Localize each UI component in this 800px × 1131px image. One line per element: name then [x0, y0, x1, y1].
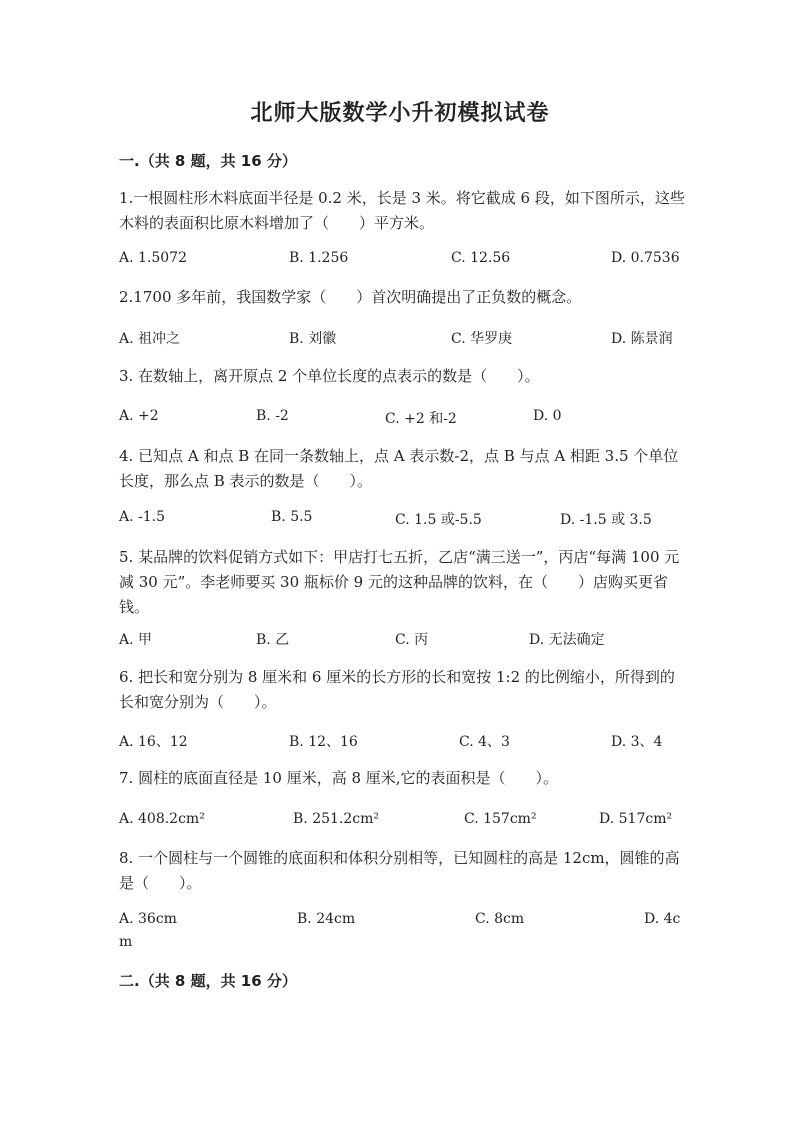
options-q8	[119, 911, 685, 933]
option-d[interactable]: D. -1.5 或 3.5	[560, 512, 652, 528]
option-c[interactable]: C. 12.56	[451, 250, 511, 266]
option-a[interactable]: A. 甲	[119, 632, 153, 648]
option-c[interactable]: C. +2 和-2	[385, 411, 457, 427]
option-b[interactable]: B. 12、16	[289, 734, 358, 750]
option-a[interactable]: A. 408.2cm²	[119, 811, 205, 827]
option-d[interactable]: D. 陈景润	[611, 331, 673, 347]
section-heading-2: 二.（共 8 题，共 16 分）	[119, 972, 297, 990]
question-1: 1.一根圆柱形木料底面半径是 0.2 米，长是 3 米。将它截成 6 段，如下图所示，这些木料的表面积比原木料增加了（ ）平方米。	[119, 189, 685, 232]
option-c[interactable]: C. 华罗庚	[451, 331, 513, 347]
question-3: 3. 在数轴上，离开原点 2 个单位长度的点表示的数是（ ）。	[119, 367, 540, 385]
option-c[interactable]: C. 8cm	[475, 911, 525, 927]
question-4: 4. 已知点 A 和点 B 在同一条数轴上，点 A 表示数-2，点 B 与点 A 相距 3.5 个单位长度，那么点 B 表示的数是（ ）。	[119, 447, 679, 490]
question-7: 7. 圆柱的底面直径是 10 厘米，高 8 厘米,它的表面积是（ ）。	[119, 769, 559, 787]
option-a[interactable]: A. 1.5072	[119, 250, 187, 266]
options-q6	[119, 731, 685, 753]
options-q4	[119, 509, 685, 531]
option-a[interactable]: A. -1.5	[119, 509, 166, 525]
option-d[interactable]: D. 无法确定	[529, 632, 605, 648]
option-c[interactable]: C. 4、3	[459, 734, 510, 750]
options-q2	[119, 328, 685, 350]
page-title: 北师大版数学小升初模拟试卷	[250, 101, 550, 126]
option-b[interactable]: B. 刘徽	[289, 331, 337, 347]
option-d[interactable]: D. 0.7536	[611, 250, 680, 266]
question-8: 8. 一个圆柱与一个圆锥的底面积和体积分别相等，已知圆柱的高是 12cm，圆锥的高是（ ）。	[119, 849, 680, 892]
option-b[interactable]: B. 24cm	[297, 911, 356, 927]
option-a[interactable]: A. 16、12	[119, 734, 188, 750]
question-5: 5. 某品牌的饮料促销方式如下：甲店打七五折，乙店“满三送一”，丙店“每满 100 元减 30 元”。李老师要买 30 瓶标价 9 元的这种品牌的饮料，在（ ）店购买更省钱。	[119, 548, 680, 616]
section-heading-1: 一.（共 8 题，共 16 分）	[119, 152, 297, 170]
option-d-wrap: m	[119, 934, 133, 950]
option-c[interactable]: C. 丙	[395, 632, 429, 648]
options-q3	[119, 408, 685, 430]
options-q5	[119, 629, 685, 651]
question-6: 6. 把长和宽分别为 8 厘米和 6 厘米的长方形的长和宽按 1:2 的比例缩小，所得到的长和宽分别为（ ）。	[119, 668, 675, 711]
option-d[interactable]: D. 517cm²	[599, 811, 673, 827]
option-b[interactable]: B. -2	[256, 408, 289, 424]
option-a[interactable]: A. 36cm	[119, 911, 177, 927]
option-c[interactable]: C. 1.5 或-5.5	[395, 512, 482, 528]
options-q1	[119, 250, 685, 272]
option-b[interactable]: B. 1.256	[289, 250, 349, 266]
option-d[interactable]: D. 3、4	[611, 734, 663, 750]
option-b[interactable]: B. 乙	[256, 632, 290, 648]
option-d[interactable]: D. 0	[533, 408, 562, 424]
option-a[interactable]: A. +2	[119, 408, 159, 424]
option-b[interactable]: B. 5.5	[271, 509, 313, 525]
option-d[interactable]: D. 4c	[644, 911, 681, 927]
question-2: 2.1700 多年前，我国数学家（ ）首次明确提出了正负数的概念。	[119, 288, 582, 306]
option-c[interactable]: C. 157cm²	[464, 811, 537, 827]
option-b[interactable]: B. 251.2cm²	[293, 811, 379, 827]
option-a[interactable]: A. 祖冲之	[119, 331, 181, 347]
options-q7	[119, 811, 685, 833]
